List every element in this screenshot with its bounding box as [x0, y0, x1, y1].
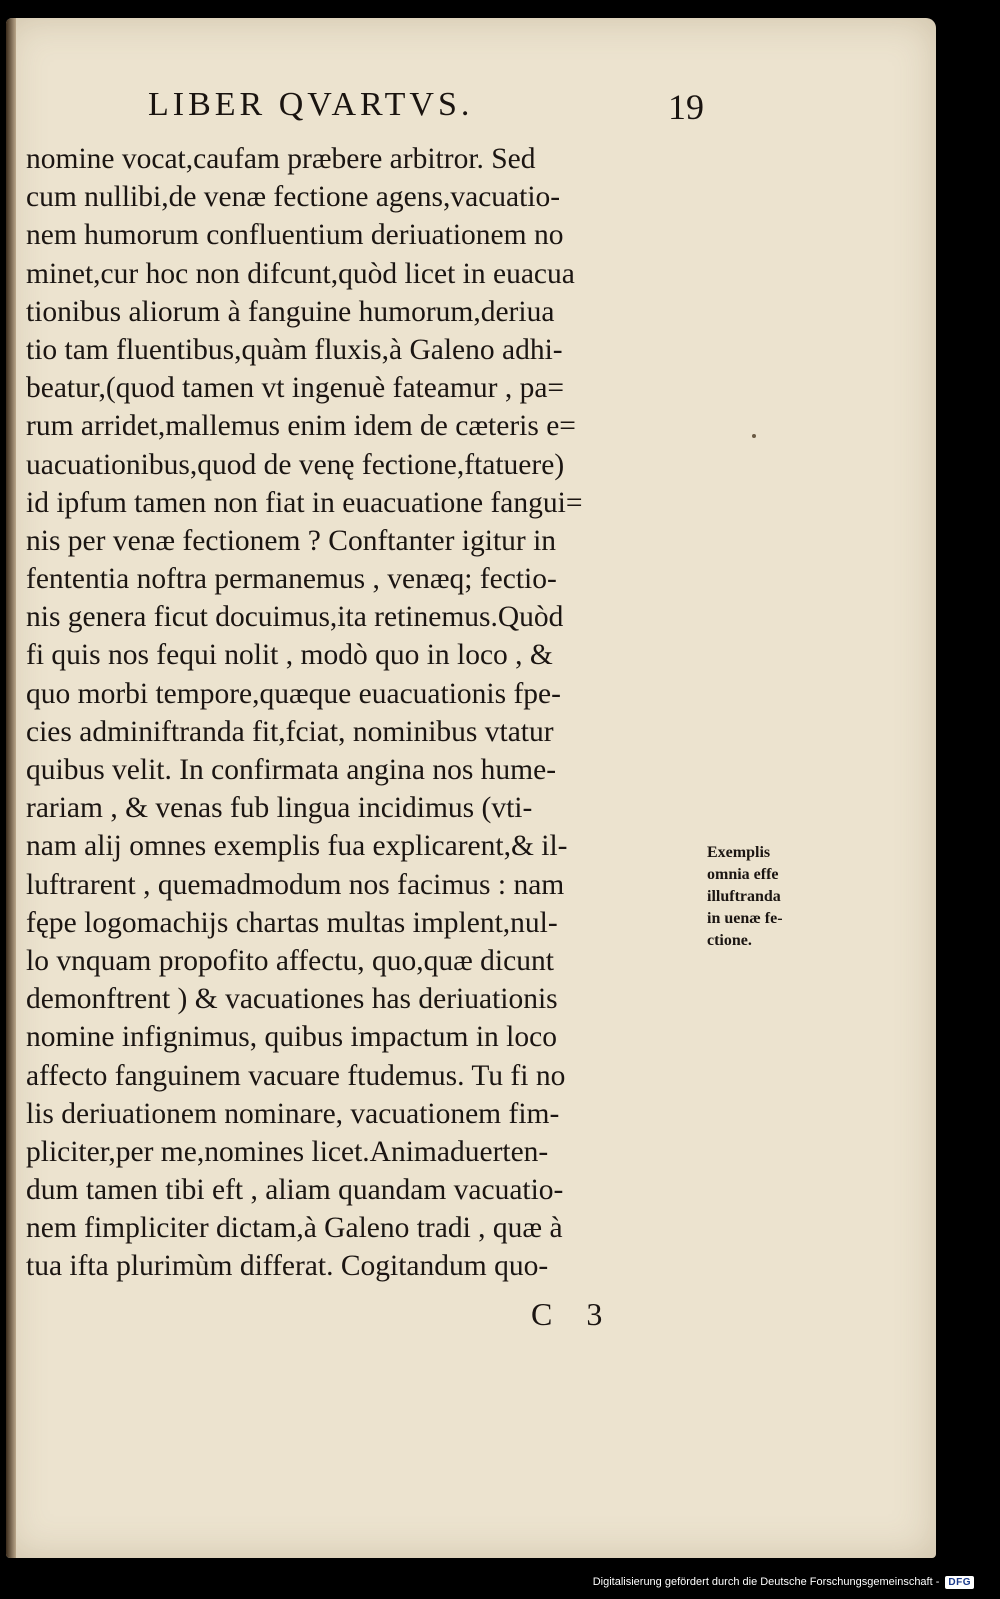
text-line: nem humorum confluentium deriuationem no	[26, 219, 564, 252]
dfg-logo: DFG	[945, 1576, 974, 1589]
text-line: rum arridet,mallemus enim idem de cæteris e=	[26, 410, 576, 443]
text-line: fententia noftra permanemus , venæq; fectio-	[26, 563, 557, 596]
text-line: affecto fanguinem vacuare ftudemus. Tu fi no	[26, 1059, 566, 1092]
text-line: nomine vocat,caufam præbere arbitror. Sed	[26, 143, 536, 175]
folio-number: 19	[668, 87, 704, 127]
text-line: rariam , & venas fub lingua incidimus (vti-	[26, 792, 533, 825]
text-line: nis per venæ fectionem ? Conftanter igitur in	[26, 524, 557, 557]
text-line: fi quis nos fequi nolit , modò quo in loco , &	[26, 639, 553, 672]
paper-speck	[752, 434, 756, 438]
marginal-note-line: Exemplis	[707, 844, 771, 861]
text-line: tua ifta plurimùm differat. Cogitandum quo-	[26, 1250, 549, 1283]
marginal-note-line: in uenæ fe-	[707, 910, 783, 927]
marginal-note-line: illuftranda	[707, 888, 781, 905]
text-line: lis deriuationem nominare, vacuationem fim-	[26, 1097, 560, 1130]
text-line: quo morbi tempore,quæque euacuationis fpe-	[26, 677, 561, 710]
text-line: demonftrent ) & vacuationes has deriuationis	[26, 983, 558, 1016]
signature-mark	[531, 1296, 602, 1333]
text-line: pliciter,per me,nomines licet.Animaduerten-	[26, 1135, 549, 1168]
digitization-credit	[593, 1571, 974, 1593]
marginal-note-line: ctione.	[707, 932, 752, 949]
text-line: tio tam fluentibus,quàm fluxis,à Galeno adhi-	[26, 333, 563, 366]
text-line: luftrarent , quemadmodum nos facimus : nam	[26, 868, 565, 901]
main-text-block	[26, 140, 716, 1286]
text-line: nomine infignimus, quibus impactum in loco	[26, 1021, 557, 1054]
running-head	[0, 86, 1000, 130]
text-line: lo vnquam propofito affectu, quo,quæ dicunt	[26, 944, 554, 977]
text-line: id ipfum tamen non fiat in euacuatione fangui=	[26, 486, 583, 519]
credit-text: Digitalisierung gefördert durch die Deutsche Forschungsgemeinschaft -	[592, 1576, 940, 1588]
text-line: uacuationibus,quod de venę fectione,ftatuere)	[26, 448, 565, 481]
text-line: nam alij omnes exemplis fua explicarent,& il-	[26, 830, 568, 863]
marginal-note-line: omnia effe	[707, 866, 779, 883]
text-line: tionibus aliorum à fanguine humorum,deriua	[26, 295, 555, 328]
text-line: beatur,(quod tamen vt ingenuè fateamur , pa=	[26, 372, 565, 405]
text-line: nem fimpliciter dictam,à Galeno tradi , quæ à	[26, 1212, 563, 1245]
text-line: cies adminiftranda fit,fciat, nominibus vtatur	[26, 715, 554, 748]
text-line: minet,cur hoc non difcunt,quòd licet in euacua	[26, 257, 575, 290]
signature-letter: C	[531, 1296, 553, 1332]
text-line: fępe logomachijs chartas multas implent,nul-	[26, 906, 558, 939]
text-line: dum tamen tibi eft , aliam quandam vacuatio-	[26, 1174, 564, 1207]
signature-number: 3	[586, 1296, 603, 1332]
running-title: LIBER QVARTVS.	[148, 86, 474, 123]
marginal-note	[707, 842, 842, 952]
text-line: quibus velit. In confirmata angina nos hume-	[26, 754, 557, 786]
text-line: nis genera ficut docuimus,ita retinemus.Quòd	[26, 601, 564, 634]
page-gutter	[6, 18, 16, 1558]
text-line: cum nullibi,de venæ fectione agens,vacuatio-	[26, 181, 561, 214]
